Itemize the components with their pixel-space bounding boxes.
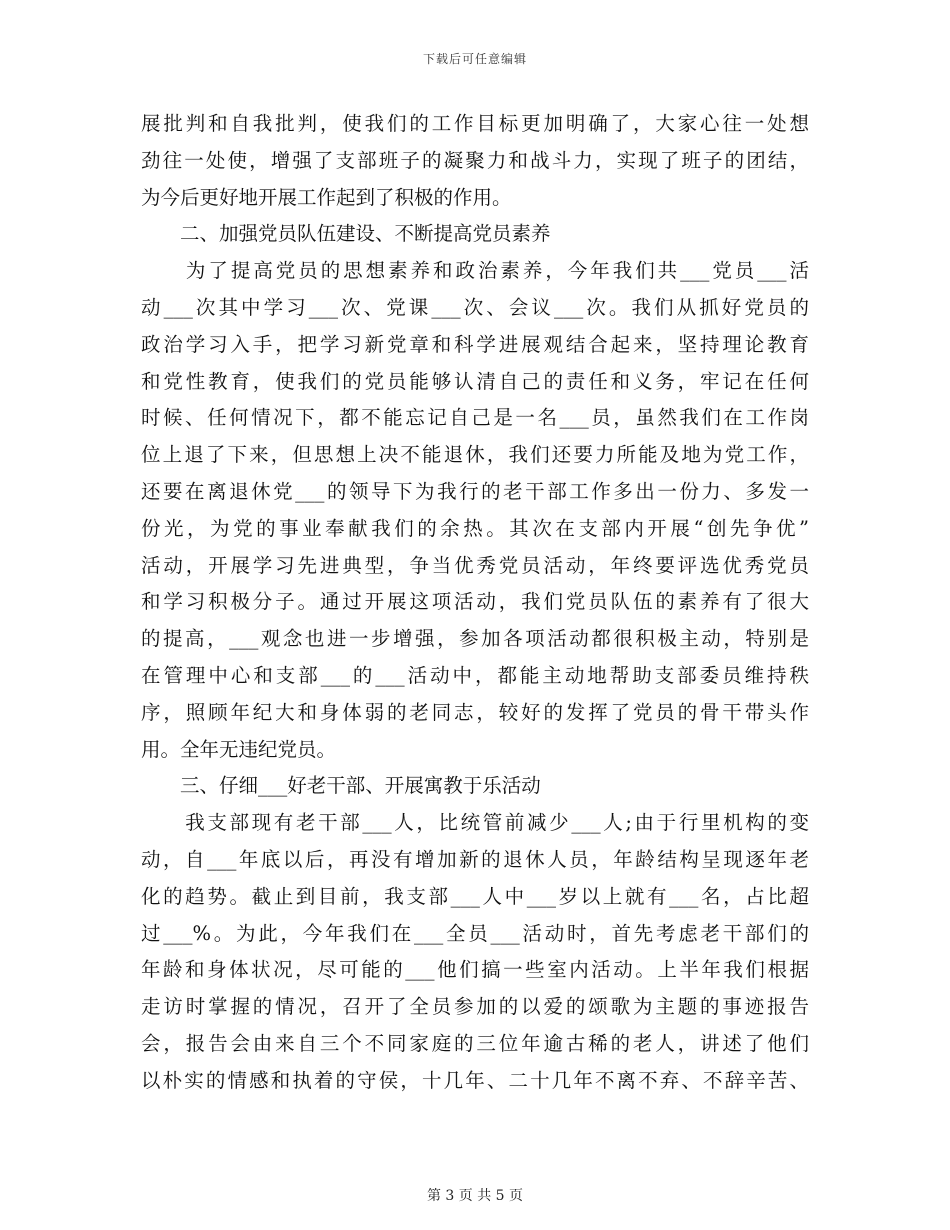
text-line: 会，报告会由来自三个不同家庭的三位年逾古稀的老人，讲述了他们 bbox=[141, 1031, 809, 1055]
text-line: 还要在离退休党___的领导下为我行的老干部工作多出一份力、多发一 bbox=[141, 479, 809, 503]
text-line: 活动，开展学习先进典型，争当优秀党员活动，年终要评选优秀党员 bbox=[141, 553, 809, 577]
text-line: 展批判和自我批判，使我们的工作目标更加明确了，大家心往一处想 bbox=[141, 112, 809, 135]
text-line: 以朴实的情感和执着的守侯，十几年、二十几年不离不弃、不辞辛苦、 bbox=[141, 1068, 809, 1092]
text-line: 时候、任何情况下，都不能忘记自己是一名___员，虽然我们在工作岗 bbox=[141, 406, 809, 430]
text-line: 年龄和身体状况，尽可能的___他们搞一些室内活动。上半年我们根据 bbox=[141, 958, 809, 982]
text-line: 化的趋势。截止到目前，我支部___人中___岁以上就有___名，占比超 bbox=[141, 884, 809, 908]
text-line: 我支部现有老干部___人，比统管前减少___人;由于行里机构的变 bbox=[141, 811, 809, 835]
text-line: 为今后更好地开展工作起到了积极的作用。 bbox=[141, 185, 512, 209]
text-line: 为了提高党员的思想素养和政治素养，今年我们共___党员___活 bbox=[141, 259, 809, 283]
text-line: 政治学习入手，把学习新党章和科学进展观结合起来，坚持理论教育 bbox=[141, 332, 809, 356]
section-heading: 二、加强党员队伍建设、不断提高党员素养 bbox=[180, 222, 551, 246]
text-line: 序，照顾年纪大和身体弱的老同志，较好的发挥了党员的骨干带头作 bbox=[141, 700, 809, 724]
text-line: 份光，为党的事业奉献我们的余热。其次在支部内开展“创先争优” bbox=[141, 516, 809, 540]
text-line: 和党性教育，使我们的党员能够认清自己的责任和义务，牢记在任何 bbox=[141, 369, 809, 393]
text-line: 和学习积极分子。通过开展这项活动，我们党员队伍的素养有了很大 bbox=[141, 590, 809, 614]
text-line: 在管理中心和支部___的___活动中，都能主动地帮助支部委员维持秩 bbox=[141, 663, 809, 687]
text-line: 走访时掌握的情况，召开了全员参加的以爱的颂歌为主题的事迹报告 bbox=[141, 995, 809, 1019]
text-line: 动，自___年底以后，再没有增加新的退休人员，年龄结构呈现逐年老 bbox=[141, 847, 809, 871]
text-line: 的提高，___观念也进一步增强，参加各项活动都很积极主动，特别是 bbox=[141, 627, 809, 651]
text-line: 位上退了下来，但思想上决不能退休，我们还要力所能及地为党工作， bbox=[141, 443, 809, 467]
text-line: 劲往一处使，增强了支部班子的凝聚力和战斗力，实现了班子的团结， bbox=[141, 148, 809, 172]
text-line: 动___次其中学习___次、党课___次、会议___次。我们从抓好党员的 bbox=[141, 295, 809, 319]
text-line: 过___%。为此，今年我们在___全员___活动时，首先考虑老干部们的 bbox=[141, 921, 809, 945]
text-line: 用。全年无违纪党员。 bbox=[141, 737, 337, 761]
page-number-footer: 第 3 页 共 5 页 bbox=[426, 1188, 524, 1204]
section-heading: 三、仔细___好老干部、开展寓教于乐活动 bbox=[180, 774, 541, 798]
page-header-note: 下载后可任意编辑 bbox=[422, 52, 527, 66]
document-body bbox=[141, 106, 809, 1100]
